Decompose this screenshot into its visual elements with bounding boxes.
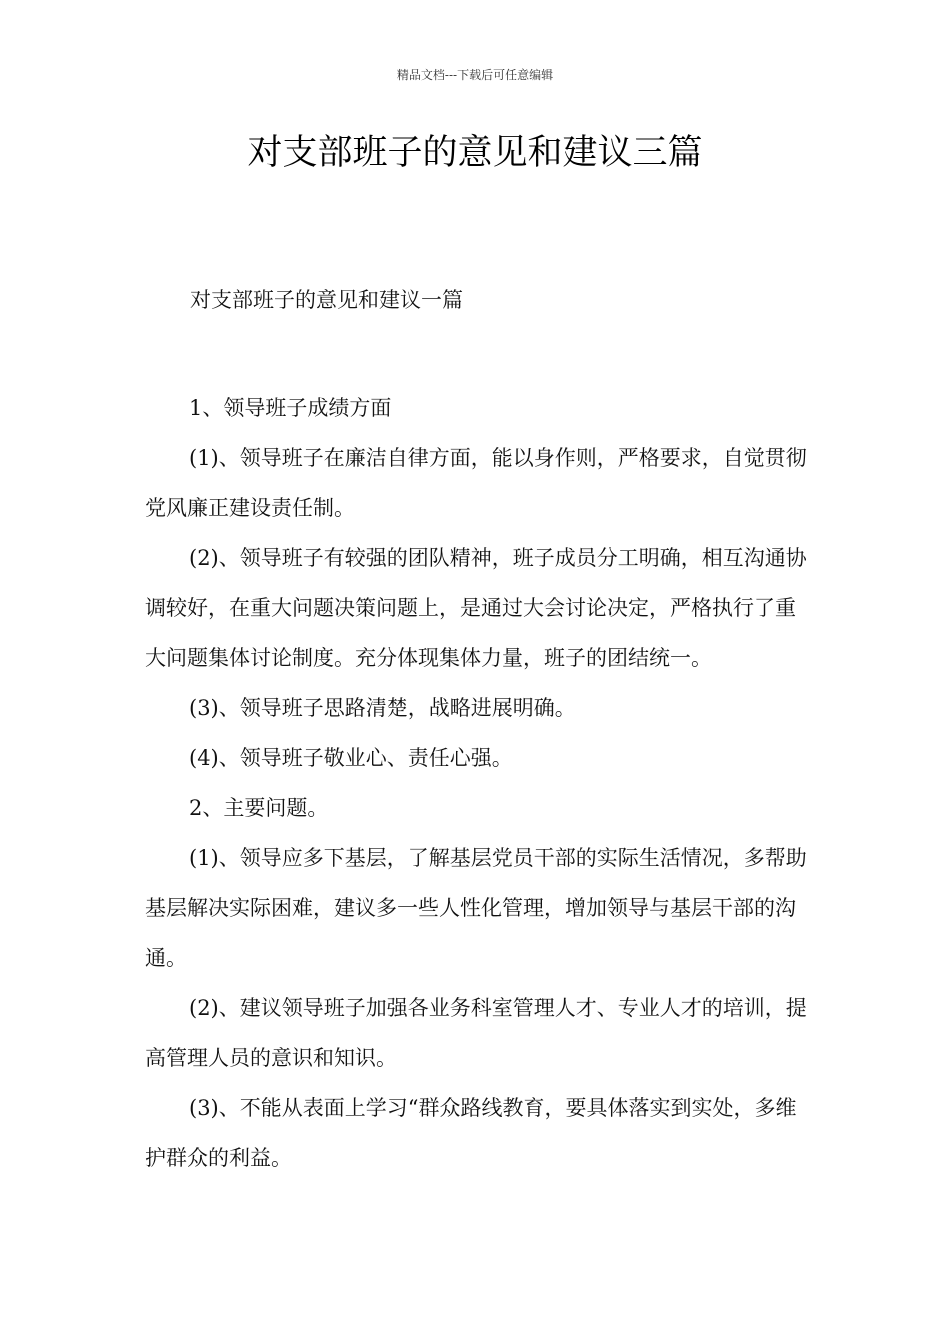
paragraph: (2)、领导班子有较强的团队精神，班子成员分工明确，相互沟通协调较好，在重大问题决策问题上，是通过大会讨论决定，严格执行了重大问题集体讨论制度。充分体现集体力量，班子的团结统一。 <box>145 546 807 670</box>
paragraph: (1)、领导应多下基层，了解基层党员干部的实际生活情况，多帮助基层解决实际困难，建议多一些人性化管理，增加领导与基层干部的沟通。 <box>145 846 807 970</box>
header-note: 精品文档---下载后可任意编辑 <box>396 68 554 82</box>
section-subtitle: 对支部班子的意见和建议一篇 <box>190 288 463 312</box>
document-title: 对支部班子的意见和建议三篇 <box>247 133 703 173</box>
paragraph: (2)、建议领导班子加强各业务科室管理人才、专业人才的培训，提高管理人员的意识和知识。 <box>145 996 807 1070</box>
paragraph: (4)、领导班子敬业心、责任心强。 <box>189 746 513 770</box>
paragraph: (3)、不能从表面上学习“群众路线教育，要具体落实到实处，多维护群众的利益。 <box>145 1096 797 1170</box>
paragraph: (3)、领导班子思路清楚，战略进展明确。 <box>189 696 576 720</box>
paragraph: 1、领导班子成绩方面 <box>189 396 392 420</box>
paragraph: (1)、领导班子在廉洁自律方面，能以身作则，严格要求，自觉贯彻党风廉正建设责任制。 <box>145 446 807 520</box>
paragraph: 2、主要问题。 <box>189 796 329 820</box>
document-body <box>145 383 810 1183</box>
